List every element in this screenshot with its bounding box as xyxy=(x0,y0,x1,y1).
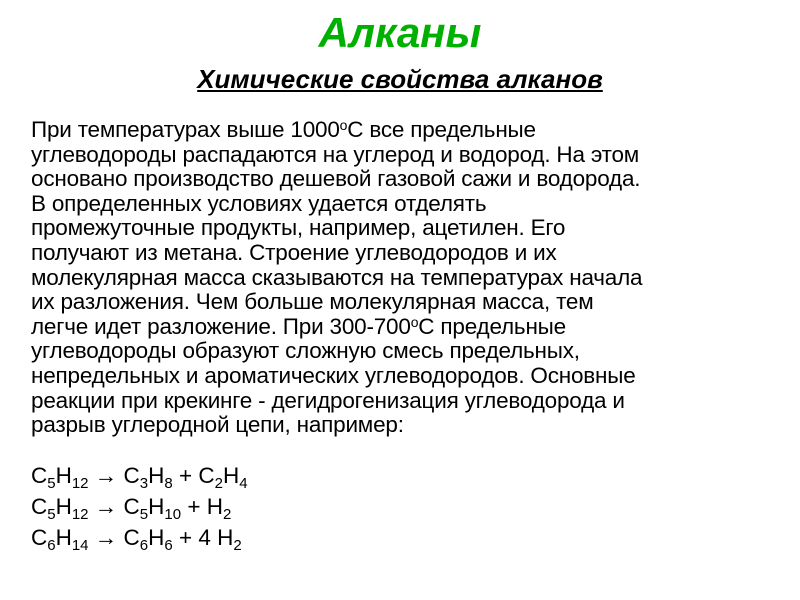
body-paragraph xyxy=(31,118,776,438)
reaction-list xyxy=(31,460,248,553)
atom-count: 4 xyxy=(239,475,248,492)
atom-count: 3 xyxy=(139,475,149,492)
reaction-equation xyxy=(31,460,248,491)
body-text-fragment: С все предельные xyxy=(347,117,536,142)
body-line: непредельных и ароматических углеводородов. Основные xyxy=(31,362,636,388)
body-line xyxy=(31,315,776,340)
atom-count: 12 xyxy=(71,475,89,492)
atom-count: 2 xyxy=(233,537,242,554)
plus-sign: + xyxy=(172,463,199,488)
slide-title: Алканы xyxy=(318,9,482,56)
body-line: разрыв углеродной цепи, например: xyxy=(31,412,404,438)
element-symbol: C xyxy=(123,494,140,519)
element-symbol: C xyxy=(123,463,140,488)
atom-count: 12 xyxy=(71,506,89,523)
reaction-arrow: → xyxy=(88,525,124,550)
reaction-arrow: → xyxy=(88,494,124,519)
element-symbol: H xyxy=(206,494,223,519)
element-symbol: H xyxy=(148,494,165,519)
degree-superscript: о xyxy=(339,117,348,133)
element-symbol: C xyxy=(31,463,48,488)
plus-sign: + 4 xyxy=(172,525,218,550)
atom-count: 2 xyxy=(214,475,223,492)
body-line: основано производство дешевой газовой сажи и водорода. xyxy=(31,166,641,192)
atom-count: 5 xyxy=(47,475,56,492)
atom-count: 6 xyxy=(47,537,56,554)
element-symbol: H xyxy=(148,463,165,488)
element-symbol: C xyxy=(31,525,48,550)
atom-count: 5 xyxy=(139,506,149,523)
element-symbol: H xyxy=(148,525,165,550)
body-line: углеводороды распадаются на углерод и водород. На этом xyxy=(31,141,640,167)
atom-count: 14 xyxy=(71,537,89,554)
body-text-fragment: легче идет разложение. При 300-700 xyxy=(31,313,411,339)
plus-sign: + xyxy=(181,494,207,519)
body-line: промежуточные продукты, например, ацетилен. Его xyxy=(31,215,566,241)
reaction-equation xyxy=(31,491,248,522)
atom-count: 10 xyxy=(164,506,182,523)
body-text-fragment: При температурах выше 1000 xyxy=(31,117,340,142)
element-symbol: C xyxy=(123,525,140,550)
element-symbol: H xyxy=(55,494,72,519)
atom-count: 6 xyxy=(164,537,173,554)
body-line xyxy=(31,118,776,143)
body-line: получают из метана. Строение углеводородов и их xyxy=(31,239,557,265)
body-line: их разложения. Чем больше молекулярная масса, тем xyxy=(31,289,594,315)
atom-count: 5 xyxy=(47,506,56,523)
element-symbol: H xyxy=(55,525,72,550)
atom-count: 8 xyxy=(164,475,173,492)
element-symbol: H xyxy=(217,525,234,550)
atom-count: 6 xyxy=(139,537,149,554)
reaction-equation xyxy=(31,522,248,553)
reaction-arrow: → xyxy=(88,463,124,488)
slide-subtitle: Химические свойства алканов xyxy=(197,64,603,94)
body-line: молекулярная масса сказываются на температурах начала xyxy=(31,264,643,290)
body-line: В определенных условиях удается отделять xyxy=(31,190,487,216)
element-symbol: C xyxy=(198,463,215,488)
degree-superscript: о xyxy=(410,313,419,330)
atom-count: 2 xyxy=(222,506,232,523)
body-text-fragment: С предельные xyxy=(418,313,566,339)
element-symbol: H xyxy=(55,463,72,488)
body-line: углеводороды образуют сложную смесь предельных, xyxy=(31,338,580,364)
element-symbol: H xyxy=(222,463,240,488)
element-symbol: C xyxy=(31,494,48,519)
body-line: реакции при крекинге - дегидрогенизация углеводорода и xyxy=(31,387,625,413)
